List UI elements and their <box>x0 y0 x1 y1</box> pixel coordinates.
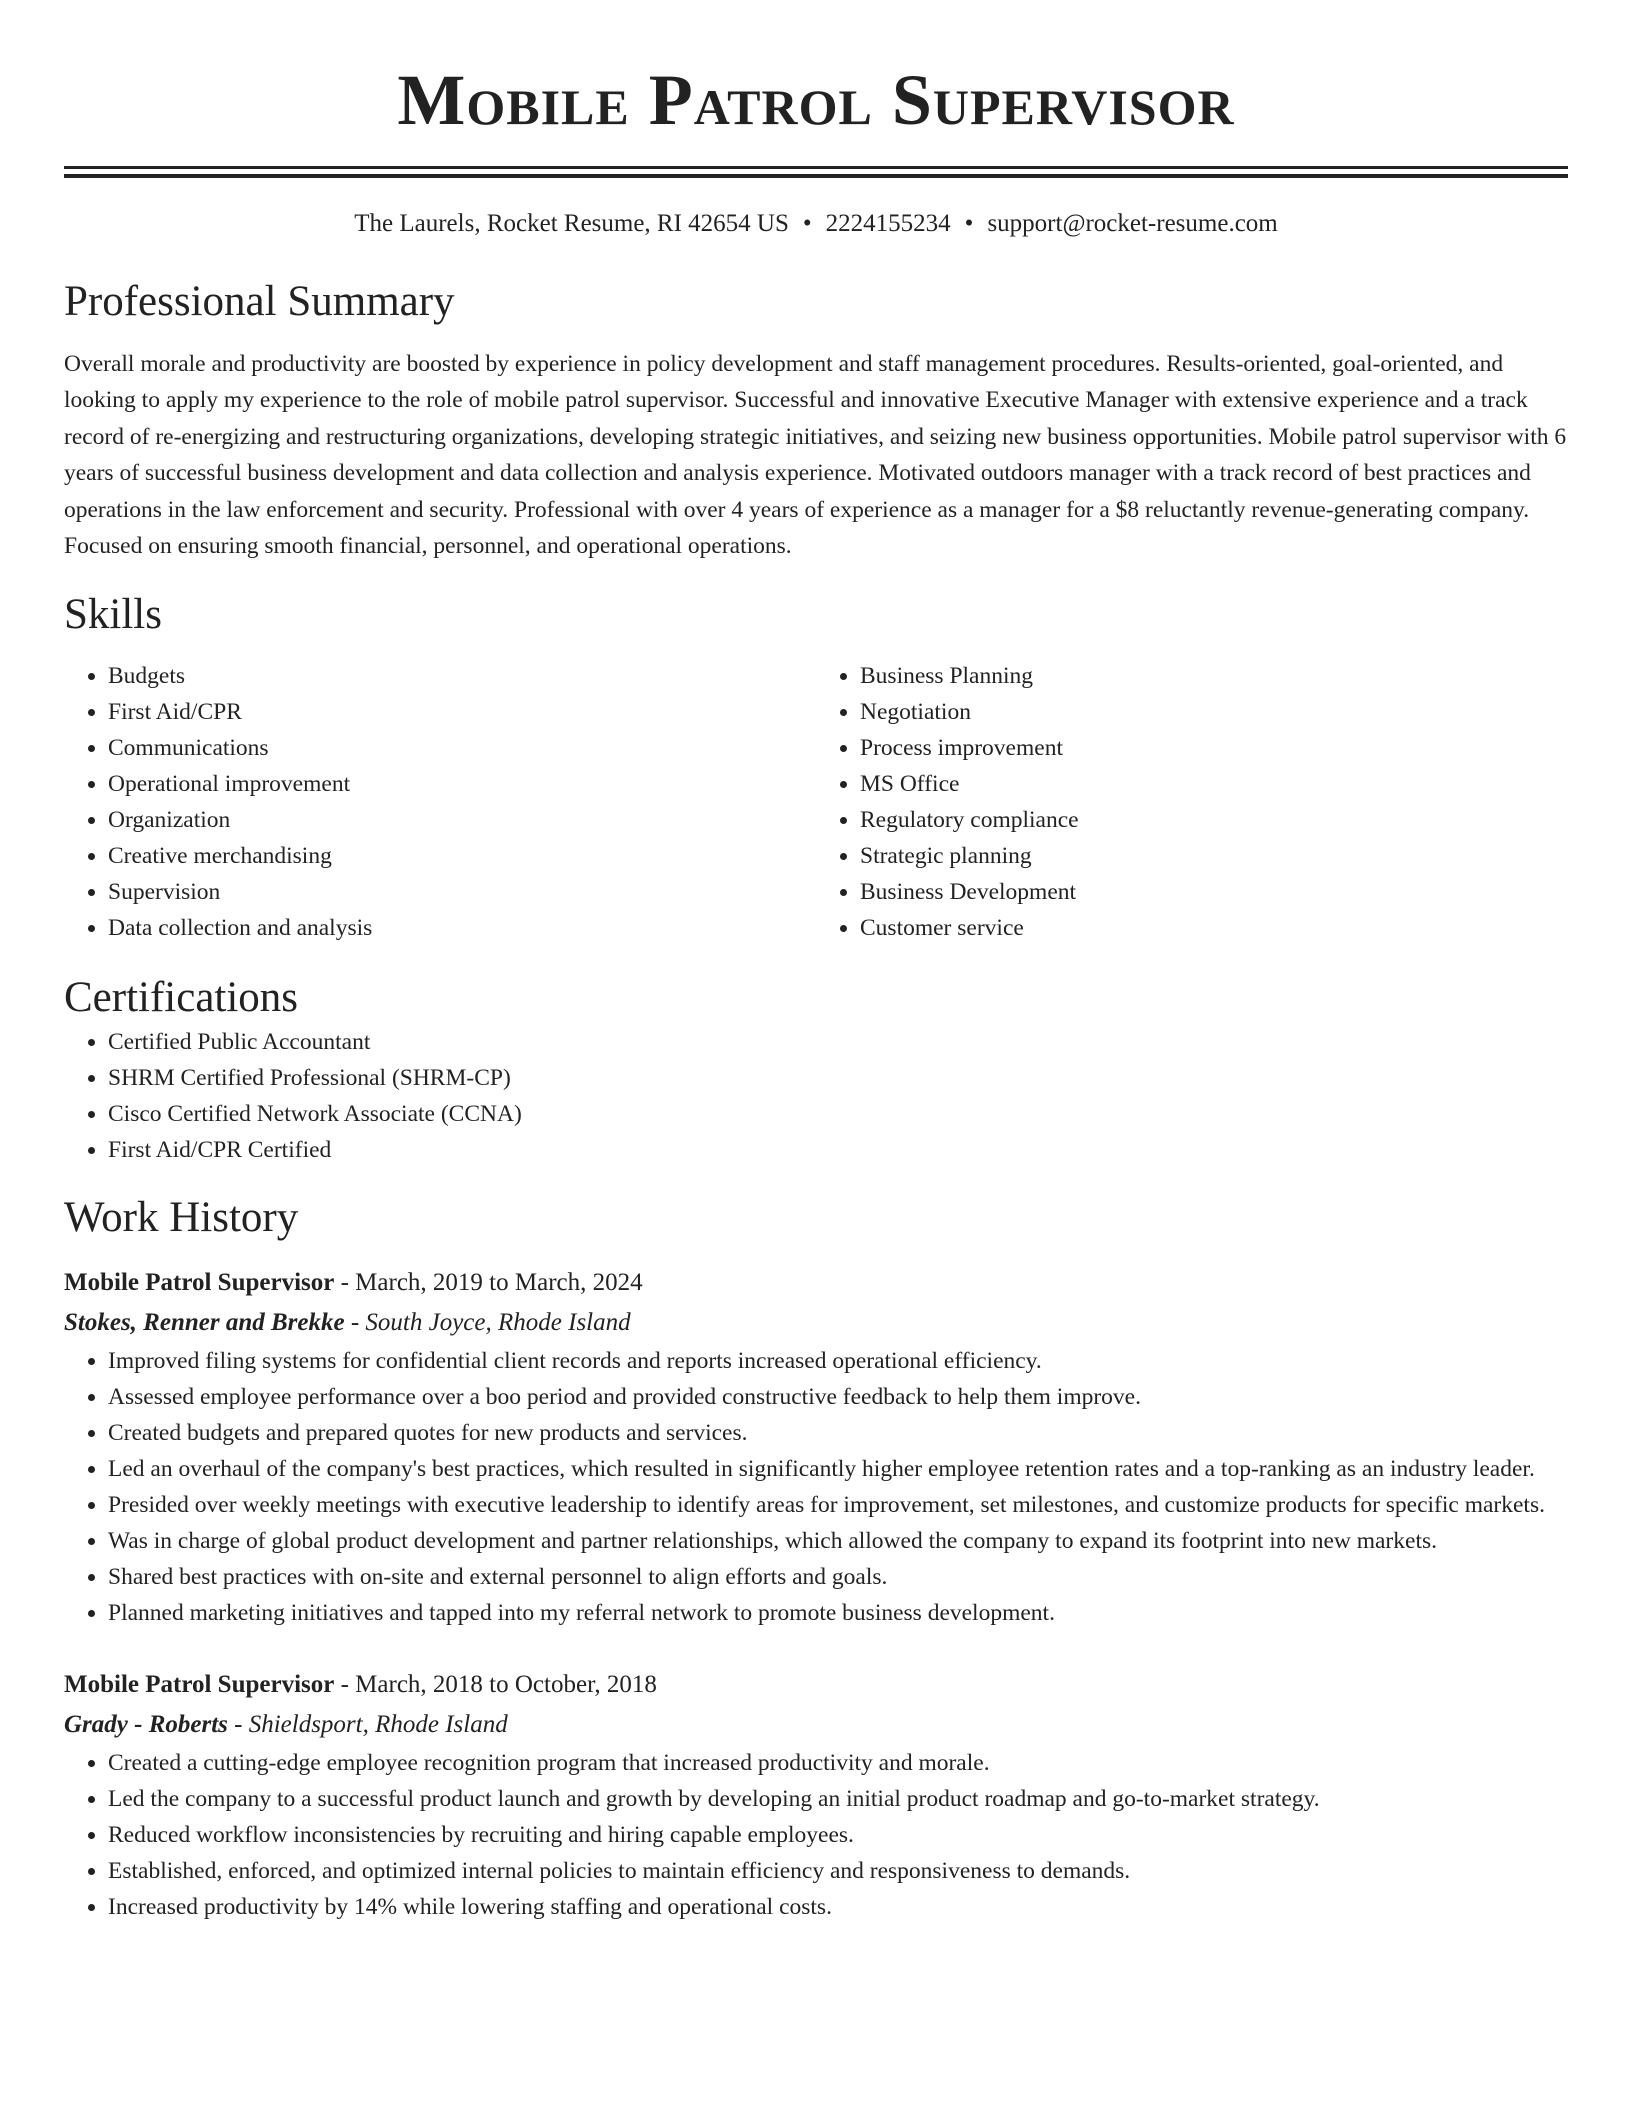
contact-phone[interactable]: 2224155234 <box>825 210 951 237</box>
summary-text: Overall morale and productivity are boosted by experience in policy development and staff management procedures. Results-oriented, goal-oriented, and looking to apply my experience to the role of mobile patrol supervisor. Successful and innovative Executive Manager with extensive experience and a track record of re-energizing and restructuring organizations, developing strategic initiatives, and seizing new business opportunities. Mobile patrol supervisor with 6 years of successful business development and data collection and analysis experience. Motivated outdoors manager with a track record of best practices and operations in the law enforcement and security. Professional with over 4 years of experience as a manager for a $8 reluctantly revenue-generating company. Focused on ensuring smooth financial, personnel, and operational operations. <box>64 350 1567 560</box>
duty-item: • Created budgets and prepared quotes for new products and services. <box>108 1415 1568 1451</box>
job-duties <box>64 1745 1568 1925</box>
skill-item: • First Aid/CPR <box>108 694 816 730</box>
job-title-line <box>64 1665 1568 1705</box>
duty-item: • Led an overhaul of the company's best practices, which resulted in significantly higher employee retention rates and a top-ranking as an industry leader. <box>108 1451 1568 1487</box>
job-entry <box>64 1665 1568 1925</box>
skill-item: • Organization <box>108 802 816 838</box>
skills-heading: Skills <box>64 590 162 638</box>
certifications-heading: Certifications <box>64 974 299 1022</box>
contact-separator: • <box>964 210 974 237</box>
duty-item: • Increased productivity by 14% while lowering staffing and operational costs. <box>108 1889 1568 1925</box>
duty-item: • Led the company to a successful product launch and growth by developing an initial product roadmap and go-to-market strategy. <box>108 1781 1568 1817</box>
job-title: Mobile Patrol Supervisor <box>64 1671 335 1699</box>
company-line <box>64 1303 1568 1343</box>
job-title-line <box>64 1263 1568 1303</box>
title-divider <box>64 166 1568 178</box>
skill-item: • Communications <box>108 730 816 766</box>
skill-item: • Creative merchandising <box>108 838 816 874</box>
certification-item: • Cisco Certified Network Associate (CCNA) <box>108 1096 1568 1132</box>
skill-item: • MS Office <box>860 766 1568 802</box>
resume-title: Mobile Patrol Supervisor <box>397 60 1235 140</box>
job-title: Mobile Patrol Supervisor <box>64 1269 335 1297</box>
skill-item: • Business Planning <box>860 658 1568 694</box>
skill-item: • Process improvement <box>860 730 1568 766</box>
company-location: - South Joyce, Rhode Island <box>344 1309 631 1337</box>
skill-item: • Supervision <box>108 874 816 910</box>
work-history-heading: Work History <box>64 1193 299 1241</box>
contact-email[interactable]: support@rocket-resume.com <box>987 210 1278 237</box>
duty-item: • Improved filing systems for confidential client records and reports increased operational efficiency. <box>108 1343 1568 1379</box>
job-entry <box>64 1263 1568 1631</box>
duty-item: • Presided over weekly meetings with executive leadership to identify areas for improvement, set milestones, and customize products for specific markets. <box>108 1487 1568 1523</box>
skills-column-right <box>816 658 1568 946</box>
duty-item: • Shared best practices with on-site and external personnel to align efforts and goals. <box>108 1559 1568 1595</box>
job-dates: - March, 2018 to October, 2018 <box>334 1671 657 1699</box>
duty-item: • Assessed employee performance over a boo period and provided constructive feedback to help them improve. <box>108 1379 1568 1415</box>
duty-item: • Was in charge of global product development and partner relationships, which allowed the company to expand its footprint into new markets. <box>108 1523 1568 1559</box>
certifications-list <box>64 1024 1568 1168</box>
certification-item: • Certified Public Accountant <box>108 1024 1568 1060</box>
certification-item: • First Aid/CPR Certified <box>108 1132 1568 1168</box>
job-dates: - March, 2019 to March, 2024 <box>334 1269 643 1297</box>
skill-item: • Budgets <box>108 658 816 694</box>
skills-column-left <box>64 658 816 946</box>
company-name: Stokes, Renner and Brekke <box>64 1309 345 1337</box>
skill-item: • Regulatory compliance <box>860 802 1568 838</box>
contact-line <box>64 210 1568 238</box>
contact-separator: • <box>802 210 812 237</box>
skill-item: • Negotiation <box>860 694 1568 730</box>
company-line <box>64 1705 1568 1745</box>
company-name: Grady - Roberts <box>64 1711 228 1739</box>
skill-item: • Business Development <box>860 874 1568 910</box>
summary-heading: Professional Summary <box>64 278 455 325</box>
duty-item: • Created a cutting-edge employee recognition program that increased productivity and morale. <box>108 1745 1568 1781</box>
job-duties <box>64 1343 1568 1631</box>
contact-address: The Laurels, Rocket Resume, RI 42654 US <box>354 210 789 237</box>
skill-item: • Data collection and analysis <box>108 910 816 946</box>
duty-item: • Planned marketing initiatives and tapped into my referral network to promote business development. <box>108 1595 1568 1631</box>
duty-item: • Established, enforced, and optimized internal policies to maintain efficiency and responsiveness to demands. <box>108 1853 1568 1889</box>
skill-item: • Customer service <box>860 910 1568 946</box>
certification-item: • SHRM Certified Professional (SHRM-CP) <box>108 1060 1568 1096</box>
skill-item: • Strategic planning <box>860 838 1568 874</box>
skills-list <box>64 658 1568 946</box>
company-location: - Shieldsport, Rhode Island <box>227 1711 508 1739</box>
duty-item: • Reduced workflow inconsistencies by recruiting and hiring capable employees. <box>108 1817 1568 1853</box>
skill-item: • Operational improvement <box>108 766 816 802</box>
